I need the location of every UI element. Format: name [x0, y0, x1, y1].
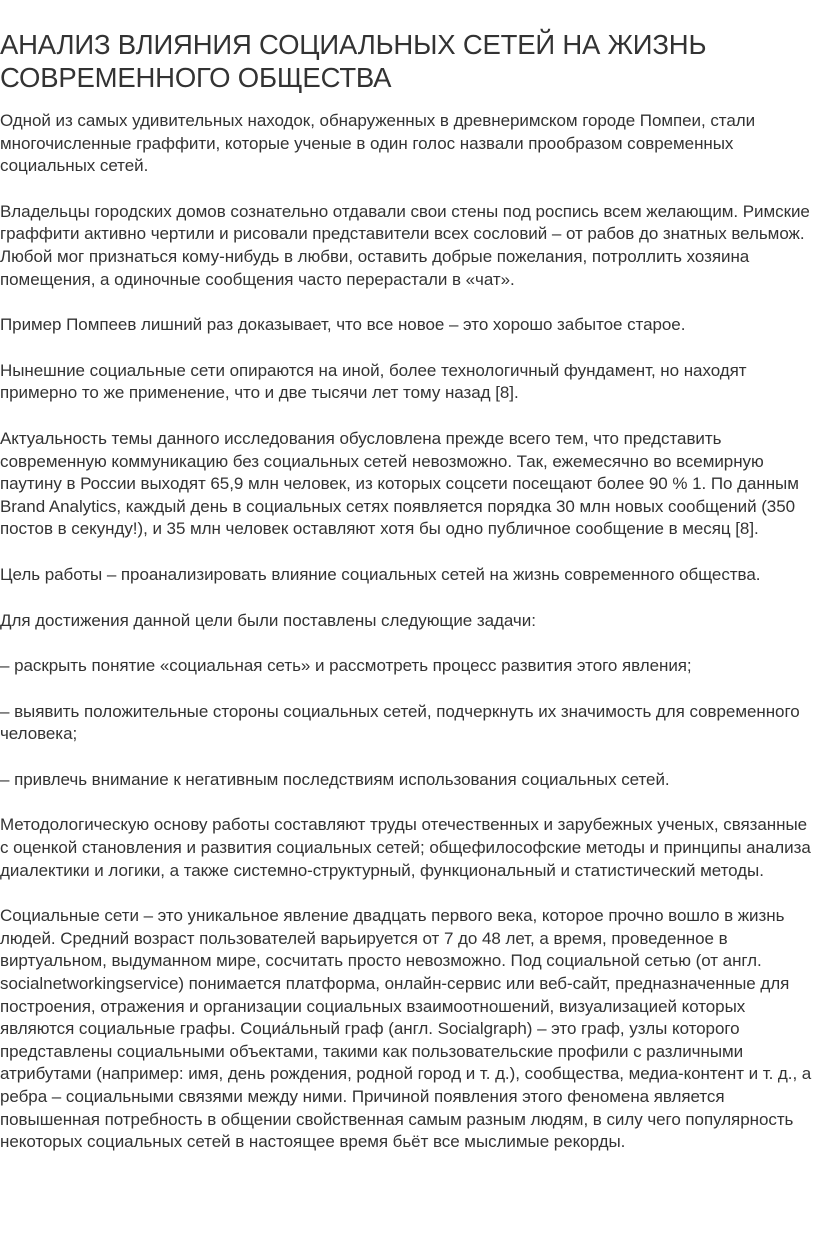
paragraph-task-2: – выявить положительные стороны социальных сетей, подчеркнуть их значимость для современного человека;: [0, 701, 800, 744]
paragraph-old-new: Пример Помпеев лишний раз доказывает, что все новое – это хорошо забытое старое.: [0, 315, 686, 335]
paragraph-methodology: Методологическую основу работы составляют труды отечественных и зарубежных ученых, связанные с оценкой становления и развития социальных сетей; общефилософские методы и принципы анализа диалектики и логики, а также системно-структурный, функциональный и статистический методы.: [0, 815, 811, 880]
document-title: АНАЛИЗ ВЛИЯНИЯ СОЦИАЛЬНЫХ СЕТЕЙ НА ЖИЗНЬ СОВРЕМЕННОГО ОБЩЕСТВА: [0, 29, 707, 93]
paragraph-task-1: – раскрыть понятие «социальная сеть» и рассмотреть процесс развития этого явления;: [0, 656, 692, 676]
paragraph-social-networks-definition: Социальные сети – это уникальное явление двадцать первого века, которое прочно вошло в жизнь людей. Средний возраст пользователей варьируется от 7 до 48 лет, а время, проведенное в виртуальном, выдуманном мире, сосчитать просто невозможно. Под социальной сетью (от англ. socialnetworkingservice) понимается платформа, онлайн-сервис или веб-сайт, предназначенные для построения, отражения и организации социальных взаимоотношений, визуализацией которых являются социальные графы. Социа́льный граф (англ. Socialgraph) – это граф, узлы которого представлены социальными объектами, такими как пользовательские профили с различными атрибутами (например: имя, день рождения, родной город и т. д.), сообщества, медиа-контент и т. д., а ребра – социальными связями между ними. Причиной появления этого феномена является повышенная потребность в общении свойственная самым разным людям, в силу чего популярность некоторых социальных сетей в настоящее время бьёт все мыслимые рекорды.: [0, 906, 812, 1152]
paragraph-task-3: – привлечь внимание к негативным последствиям использования социальных сетей.: [0, 769, 670, 789]
paragraph-modern-networks: Нынешние социальные сети опираются на иной, более технологичный фундамент, но находят примерно то же применение, что и две тысячи лет тому назад [8].: [0, 360, 747, 403]
paragraph-tasks-intro: Для достижения данной цели были поставлены следующие задачи:: [0, 610, 536, 630]
paragraph-goal: Цель работы – проанализировать влияние социальных сетей на жизнь современного общества.: [0, 564, 761, 584]
document-page: [0, 28, 816, 1177]
paragraph-roman-graffiti: Владельцы городских домов сознательно отдавали свои стены под роспись всем желающим. Римские граффити активно чертили и рисовали представители всех сословий – от рабов до знатных вельмож. Любой мог признаться кому-нибудь в любви, оставить добрые пожелания, потроллить хозяина помещения, а одиночные сообщения часто перерастали в «чат».: [0, 201, 810, 289]
paragraph-pompeii-intro: Одной из самых удивительных находок, обнаруженных в древнеримском городе Помпеи, стали многочисленные граффити, которые ученые в один голос назвали прообразом современных социальных сетей.: [0, 111, 756, 176]
paragraph-relevance: Актуальность темы данного исследования обусловлена прежде всего тем, что представить современную коммуникацию без социальных сетей невозможно. Так, ежемесячно во всемирную паутину в России выходят 65,9 млн человек, из которых соцсети посещают более 90 % 1. По данным Brand Analytics, каждый день в социальных сетях появляется порядка 30 млн новых сообщений (350 постов в секунду!), и 35 млн человек оставляют хотя бы одно публичное сообщение в месяц [8].: [0, 428, 799, 539]
